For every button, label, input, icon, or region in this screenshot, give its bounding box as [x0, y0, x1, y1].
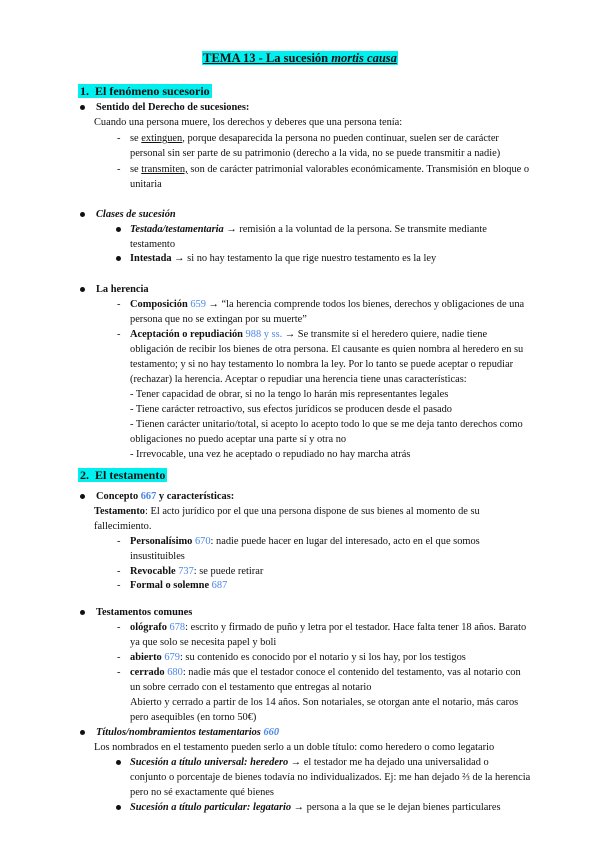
bullet — [116, 805, 121, 810]
list-item: Composición 659 → “la herencia comprende todos los bienes, derechos y obligaciones de una — [130, 299, 525, 310]
list-item: Testada/testamentaria → remisión a la voluntad de la persona. Se transmite mediante — [130, 224, 487, 235]
bullet-label: Clases de sucesión — [96, 209, 176, 220]
list-item: cerrado 680: nadie más que el testador conoce el contenido del testamento, vas al notario con — [130, 667, 521, 678]
bullet — [116, 227, 121, 232]
list-item: ológrafo 678: escrito y firmado de puño y letra por el testador. Hace falta tener 18 años. Barato — [130, 622, 527, 633]
list-item: Personalísimo 670: nadie puede hacer en lugar del interesado, acto en el que somos — [130, 536, 480, 547]
bullet — [80, 105, 85, 110]
list-item-cont: insustituibles — [130, 551, 185, 562]
list-item: se extinguen, porque desaparecida la persona no pueden continuar, suelen ser de carácter — [130, 133, 499, 144]
list-item: Sucesión a título universal: heredero → el testador me ha dejado una universalidad o — [130, 757, 489, 768]
list-item: Sucesión a título particular: legatario → persona a la que se le dejan bienes particulares — [130, 802, 501, 813]
list-item: abierto 679: su contenido es conocido por el notario y si los hay, por los testigos — [130, 652, 466, 663]
list-item: Formal o solemne 687 — [130, 580, 228, 591]
list-item-cont: pero asequibles (en torno 50€) — [130, 712, 257, 723]
section-2-heading: 2. El testamento — [80, 468, 166, 482]
section-1-heading: 1. El fenómeno sucesorio — [80, 84, 210, 98]
list-item-cont: pero no sé exactamente qué bienes — [130, 787, 274, 798]
bullet-label: Títulos/nombramientos testamentarios 660 — [96, 727, 280, 738]
list-item-cont: ya que solo se necesita papel y boli — [130, 637, 277, 648]
list-item-cont: (rechazar) la herencia. Aceptar o repudiar una herencia tiene unas características: — [130, 374, 467, 385]
list-item-cont: Abierto y cerrado a partir de los 14 años. Son notariales, se otorgan ante el notario, más caros — [130, 697, 519, 708]
bullet — [80, 212, 85, 217]
bullet — [80, 610, 85, 615]
list-item-cont: unitaria — [130, 179, 162, 190]
paragraph: Los nombrados en el testamento pueden serlo a un doble título: como heredero o como legatario — [94, 742, 495, 753]
list-item-cont: obligación de recibir los bienes de otra persona. El causante es quien nombra al heredero en su — [130, 344, 524, 355]
bullet — [116, 760, 121, 765]
bullet — [80, 494, 85, 499]
document-page: TEMA 13 - La sucesión mortis causa 1. El fenómeno sucesorio Sentido del Derecho de sucesiones: Cuando una persona muere, los derechos y deberes que una persona tenía: - se extinguen, porque desaparecida la persona no pueden continuar, suelen ser de carácter personal sin ser parte de su patrimonio (derecho a la vida, no se puede transmitir a nadie) - se transmiten, son de carácter patrimonial valorables económicamente. Transmisión en bloque o unitaria Clases de sucesión Testada/testamentaria → remisión a la voluntad de la persona. Se transmite mediante testamento Intestada → si no hay testamento la que rige nuestro testamento es la ley La herencia - Composición 659 → “la herencia comprende todos los bienes, derechos y obligaciones de una persona que no se extingan por su muerte” - Aceptación o repudiación 988 y ss. → Se transmite si el heredero quiere, nadie tiene obligación de recibir los bienes de otra persona. El causante es quien nombra al heredero en su testamento; y si no hay testamento lo nombra la ley. Por lo tanto se puede aceptar o repudiar (rechazar) la herencia. Aceptar o repudiar una herencia tiene unas características: - Tener capacidad de obrar, si no la tengo lo harán mis representantes legales - Tiene carácter retroactivo, sus efectos jurídicos se producen desde el pasado - Tienen carácter unitario/total, si acepto lo acepto todo lo que se me deja tanto derechos como obligaciones no puedo aceptar una parte sí y otra no - Irrevocable, una vez he aceptado o repudiado no hay marcha atrás 2. El testamento Concepto 667 y características: Testamento: El acto jurídico por el que una persona dispone de sus bienes al momento de su fallecimiento. - Personalísimo 670: nadie puede hacer en lugar del interesado, acto en el que somos insustituibles - Revocable 737: se puede retirar - Formal o solemne 687 Testamentos comunes - ológrafo 678: escrito y firmado de puño y letra por el testador. Hace falta tener 18 años. Barato ya que solo se necesita papel y boli - abierto 679: su contenido es conocido por el notario y si los hay, por los testigos - cerrado 680: nadie más que el testador conoce el contenido del testamento, vas al notario con un sobre cerrado con el testamento que entregas al notario Abierto y cerrado a partir de los 14 años. Son notariales, se otorgan ante el notario, más caros pero asequibles (en torno 50€) Títulos/nombramientos testamentarios 660 Los nombrados en el testamento pueden serlo a un doble título: como heredero o como legatario Sucesión a título universal: heredero → el testador me ha dejado una universalidad o conjunto o porcentaje de bienes todavía no individualizados. Ej: me han dejado ⅔ de la herencia pero no sé exactamente qué bienes Sucesión a título particular: legatario → persona a la que se le dejan bienes particulares — [0, 0, 600, 848]
list-item-cont: - Tener capacidad de obrar, si no la tengo lo harán mis representantes legales — [130, 389, 449, 400]
bullet-label: Sentido del Derecho de sucesiones: — [96, 102, 250, 113]
bullet-label: Concepto 667 y características: — [96, 491, 235, 502]
page-title: TEMA 13 - La sucesión mortis causa — [203, 51, 397, 65]
list-item: Aceptación o repudiación 988 y ss. → Se transmite si el heredero quiere, nadie tiene — [130, 329, 488, 340]
list-item-cont: un sobre cerrado con el testamento que entregas al notario — [130, 682, 372, 693]
list-item-cont: personal sin ser parte de su patrimonio (derecho a la vida, no se puede transmitir a nadie) — [130, 148, 501, 159]
bullet — [80, 287, 85, 292]
bullet-label: La herencia — [96, 284, 149, 295]
list-item-cont: persona que no se extingan por su muerte” — [130, 314, 307, 325]
list-item: Intestada → si no hay testamento la que rige nuestro testamento es la ley — [130, 253, 437, 264]
bullet-label: Testamentos comunes — [96, 607, 193, 618]
paragraph: Cuando una persona muere, los derechos y deberes que una persona tenía: — [94, 117, 403, 128]
paragraph-cont: fallecimiento. — [94, 521, 152, 532]
list-item-cont: testamento — [130, 239, 176, 250]
list-item-cont: - Tiene carácter retroactivo, sus efectos jurídicos se producen desde el pasado — [130, 404, 452, 415]
bullet — [80, 730, 85, 735]
list-item-cont: - Irrevocable, una vez he aceptado o repudiado no hay marcha atrás — [130, 449, 411, 460]
list-item-cont: - Tienen carácter unitario/total, si acepto lo acepto todo lo que se me deja tanto derechos como — [130, 419, 523, 430]
list-item-cont: conjunto o porcentaje de bienes todavía no individualizados. Ej: me han dejado ⅔ de la herencia — [130, 772, 531, 783]
list-item: se transmiten, son de carácter patrimonial valorables económicamente. Transmisión en bloque o — [130, 164, 530, 175]
list-item-cont: obligaciones no puedo aceptar una parte sí y otra no — [130, 434, 347, 445]
list-item-cont: testamento; y si no hay testamento lo nombra la ley. Por lo tanto se puede aceptar o repudiar — [130, 359, 514, 370]
paragraph: Testamento: El acto jurídico por el que una persona dispone de sus bienes al momento de su — [94, 506, 480, 517]
bullet — [116, 256, 121, 261]
list-item: Revocable 737: se puede retirar — [130, 566, 264, 577]
